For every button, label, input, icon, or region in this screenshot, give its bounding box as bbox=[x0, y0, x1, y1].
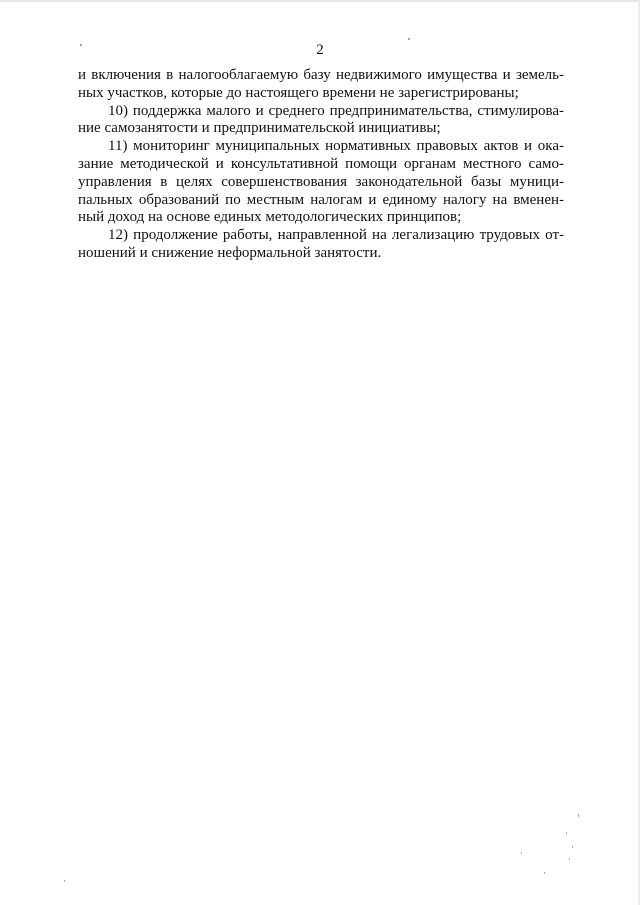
text-line: зание методической и консультативной помощи органам местного само- bbox=[78, 155, 564, 172]
paragraph-9-continuation bbox=[78, 67, 564, 103]
scan-speck bbox=[521, 852, 522, 854]
paragraph-11 bbox=[78, 138, 564, 227]
scan-speck bbox=[566, 832, 567, 834]
text-line: ных участков, которые до настоящего времени не зарегистрированы; bbox=[78, 84, 519, 101]
text-line: 12) продолжение работы, направленной на легализацию трудовых от- bbox=[108, 227, 564, 244]
scan-speck bbox=[80, 44, 82, 46]
scan-speck bbox=[572, 846, 573, 848]
text-line: ношений и снижение неформальной занятости. bbox=[78, 244, 382, 261]
scan-speck bbox=[569, 858, 570, 860]
text-line: управления в целях совершенствования законодательной базы муници- bbox=[78, 173, 564, 190]
scan-speck bbox=[544, 872, 545, 874]
scan-speck bbox=[408, 38, 410, 40]
paragraph-10 bbox=[78, 103, 564, 139]
paragraph-12 bbox=[78, 227, 564, 263]
scan-speck bbox=[578, 814, 579, 817]
text-line: ние самозанятости и предпринимательской инициативы; bbox=[78, 120, 441, 137]
scan-speck bbox=[64, 880, 65, 882]
scan-edge-top bbox=[0, 0, 640, 2]
page-number: 2 bbox=[316, 42, 324, 58]
text-line: пальных образований по местным налогам и единому налогу на вменен- bbox=[78, 191, 564, 208]
text-line: 10) поддержка малого и среднего предпринимательства, стимулирова- bbox=[108, 102, 564, 119]
text-line: и включения в налогооблагаемую базу недвижимого имущества и земель- bbox=[78, 67, 564, 83]
text-line: 11) мониторинг муниципальных нормативных правовых актов и ока- bbox=[108, 138, 564, 155]
text-line: ный доход на основе единых методологических принципов; bbox=[78, 209, 462, 226]
body-text bbox=[78, 67, 564, 263]
